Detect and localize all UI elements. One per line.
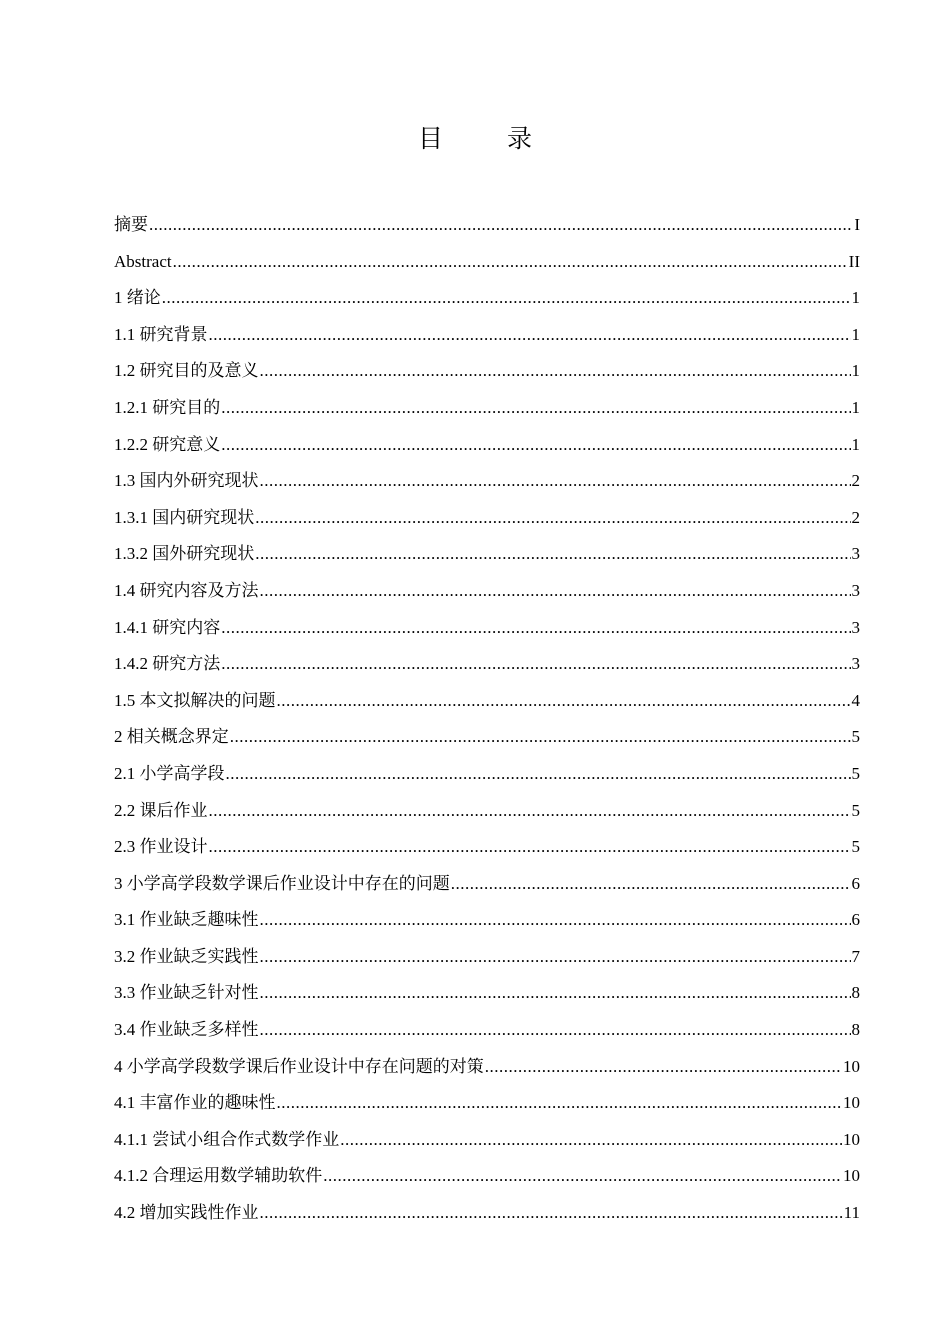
toc-entry[interactable] — [114, 610, 860, 647]
toc-entry[interactable] — [114, 902, 860, 939]
toc-leader-dots — [209, 829, 851, 866]
toc-entry[interactable] — [114, 536, 860, 573]
toc-leader-dots — [226, 756, 851, 793]
toc-entry[interactable] — [114, 500, 860, 537]
table-of-contents — [114, 207, 860, 1232]
toc-leader-dots — [162, 280, 851, 317]
toc-entry-label: 3.4 作业缺乏多样性 — [114, 1020, 259, 1040]
toc-entry-page: 10 — [843, 1166, 860, 1186]
toc-leader-dots — [277, 683, 851, 720]
toc-entry[interactable] — [114, 975, 860, 1012]
page-title: 目 录 — [418, 124, 560, 153]
toc-leader-dots — [260, 939, 851, 976]
toc-leader-dots — [221, 610, 850, 647]
toc-entry-label: 1.4 研究内容及方法 — [114, 580, 259, 600]
toc-entry-label: 1.2.2 研究意义 — [114, 434, 221, 454]
toc-entry[interactable] — [114, 390, 860, 427]
toc-leader-dots — [173, 244, 848, 281]
toc-leader-dots — [255, 500, 850, 537]
toc-entry-page: 8 — [851, 983, 860, 1003]
toc-entry-page: 5 — [851, 800, 860, 820]
toc-entry-label: 2 相关概念界定 — [114, 727, 229, 747]
toc-entry-label: 3 小学高学段数学课后作业设计中存在的问题 — [114, 873, 450, 893]
toc-leader-dots — [260, 573, 851, 610]
toc-entry-label: 1.5 本文拟解决的问题 — [114, 690, 276, 710]
toc-leader-dots — [255, 536, 850, 573]
toc-entry-page: 3 — [851, 544, 860, 564]
toc-entry-page: 2 — [851, 507, 860, 527]
toc-entry-label: 1.3.2 国外研究现状 — [114, 544, 255, 564]
toc-entry-label: 1.4.1 研究内容 — [114, 617, 221, 637]
toc-leader-dots — [260, 1195, 843, 1232]
toc-entry-page: II — [848, 251, 860, 271]
toc-leader-dots — [260, 1012, 851, 1049]
toc-entry-label: 1.3 国内外研究现状 — [114, 471, 259, 491]
toc-leader-dots — [221, 390, 850, 427]
toc-entry-page: 6 — [851, 910, 860, 930]
toc-entry-label: 摘要 — [114, 215, 148, 234]
toc-leader-dots — [277, 1085, 843, 1122]
toc-entry-label: 2.3 作业设计 — [114, 837, 208, 857]
toc-entry-page: 10 — [843, 1093, 860, 1113]
toc-leader-dots — [260, 975, 851, 1012]
toc-entry[interactable] — [114, 939, 860, 976]
toc-entry-page: 3 — [851, 654, 860, 674]
toc-entry[interactable] — [114, 573, 860, 610]
toc-entry-page: 6 — [851, 873, 860, 893]
toc-entry-page: 8 — [851, 1020, 860, 1040]
toc-entry[interactable] — [114, 793, 860, 830]
toc-leader-dots — [221, 427, 850, 464]
toc-entry-page: I — [854, 215, 860, 234]
toc-entry[interactable] — [114, 1195, 860, 1232]
toc-entry[interactable] — [114, 756, 860, 793]
toc-entry[interactable] — [114, 317, 860, 354]
toc-entry-label: 3.1 作业缺乏趣味性 — [114, 910, 259, 930]
toc-entry-page: 5 — [851, 727, 860, 747]
toc-entry-page: 10 — [843, 1056, 860, 1076]
toc-entry[interactable] — [114, 1158, 860, 1195]
toc-entry[interactable] — [114, 719, 860, 756]
toc-leader-dots — [221, 646, 850, 683]
toc-entry-label: 2.2 课后作业 — [114, 800, 208, 820]
toc-entry-label: 3.2 作业缺乏实践性 — [114, 946, 259, 966]
toc-entry-label: 1 绪论 — [114, 288, 161, 308]
toc-entry-label: 4 小学高学段数学课后作业设计中存在问题的对策 — [114, 1056, 484, 1076]
toc-entry-page: 7 — [851, 946, 860, 966]
toc-entry-page: 4 — [851, 690, 860, 710]
toc-entry[interactable] — [114, 1049, 860, 1086]
toc-entry[interactable] — [114, 244, 860, 281]
toc-entry-page: 1 — [851, 324, 860, 344]
toc-entry-label: Abstract — [114, 251, 172, 271]
toc-entry-page: 10 — [843, 1129, 860, 1149]
toc-entry-page: 11 — [843, 1203, 860, 1223]
toc-entry-label: 4.1.1 尝试小组合作式数学作业 — [114, 1129, 340, 1149]
toc-entry-label: 1.4.2 研究方法 — [114, 654, 221, 674]
toc-entry[interactable] — [114, 683, 860, 720]
toc-entry[interactable] — [114, 207, 860, 244]
toc-entry-page: 1 — [851, 397, 860, 417]
toc-entry[interactable] — [114, 280, 860, 317]
toc-entry-page: 1 — [851, 361, 860, 381]
toc-leader-dots — [260, 463, 851, 500]
toc-entry-label: 1.2 研究目的及意义 — [114, 361, 259, 381]
toc-leader-dots — [260, 353, 851, 390]
toc-entry-label: 2.1 小学高学段 — [114, 763, 225, 783]
toc-leader-dots — [451, 866, 851, 903]
toc-entry-label: 4.1 丰富作业的趣味性 — [114, 1093, 276, 1113]
toc-leader-dots — [230, 719, 851, 756]
toc-entry-label: 3.3 作业缺乏针对性 — [114, 983, 259, 1003]
toc-entry[interactable] — [114, 866, 860, 903]
toc-entry-label: 1.2.1 研究目的 — [114, 397, 221, 417]
toc-entry-label: 1.1 研究背景 — [114, 324, 208, 344]
toc-entry-page: 5 — [851, 837, 860, 857]
toc-entry-page: 1 — [851, 288, 860, 308]
toc-leader-dots — [323, 1158, 842, 1195]
toc-entry-page: 2 — [851, 471, 860, 491]
toc-entry[interactable] — [114, 427, 860, 464]
toc-entry[interactable] — [114, 1012, 860, 1049]
toc-entry[interactable] — [114, 646, 860, 683]
toc-leader-dots — [209, 317, 851, 354]
toc-leader-dots — [485, 1049, 842, 1086]
toc-entry-page: 3 — [851, 580, 860, 600]
toc-entry-page: 5 — [851, 763, 860, 783]
toc-entry[interactable] — [114, 1085, 860, 1122]
toc-entry-label: 4.2 增加实践性作业 — [114, 1203, 259, 1223]
toc-leader-dots — [209, 793, 851, 830]
toc-entry[interactable] — [114, 1122, 860, 1159]
toc-leader-dots — [260, 902, 851, 939]
toc-entry[interactable] — [114, 829, 860, 866]
toc-entry-label: 4.1.2 合理运用数学辅助软件 — [114, 1166, 323, 1186]
toc-entry-page: 1 — [851, 434, 860, 454]
toc-entry[interactable] — [114, 463, 860, 500]
toc-leader-dots — [149, 207, 853, 244]
toc-entry-label: 1.3.1 国内研究现状 — [114, 507, 255, 527]
toc-entry-page: 3 — [851, 617, 860, 637]
toc-leader-dots — [340, 1122, 842, 1159]
toc-entry[interactable] — [114, 353, 860, 390]
